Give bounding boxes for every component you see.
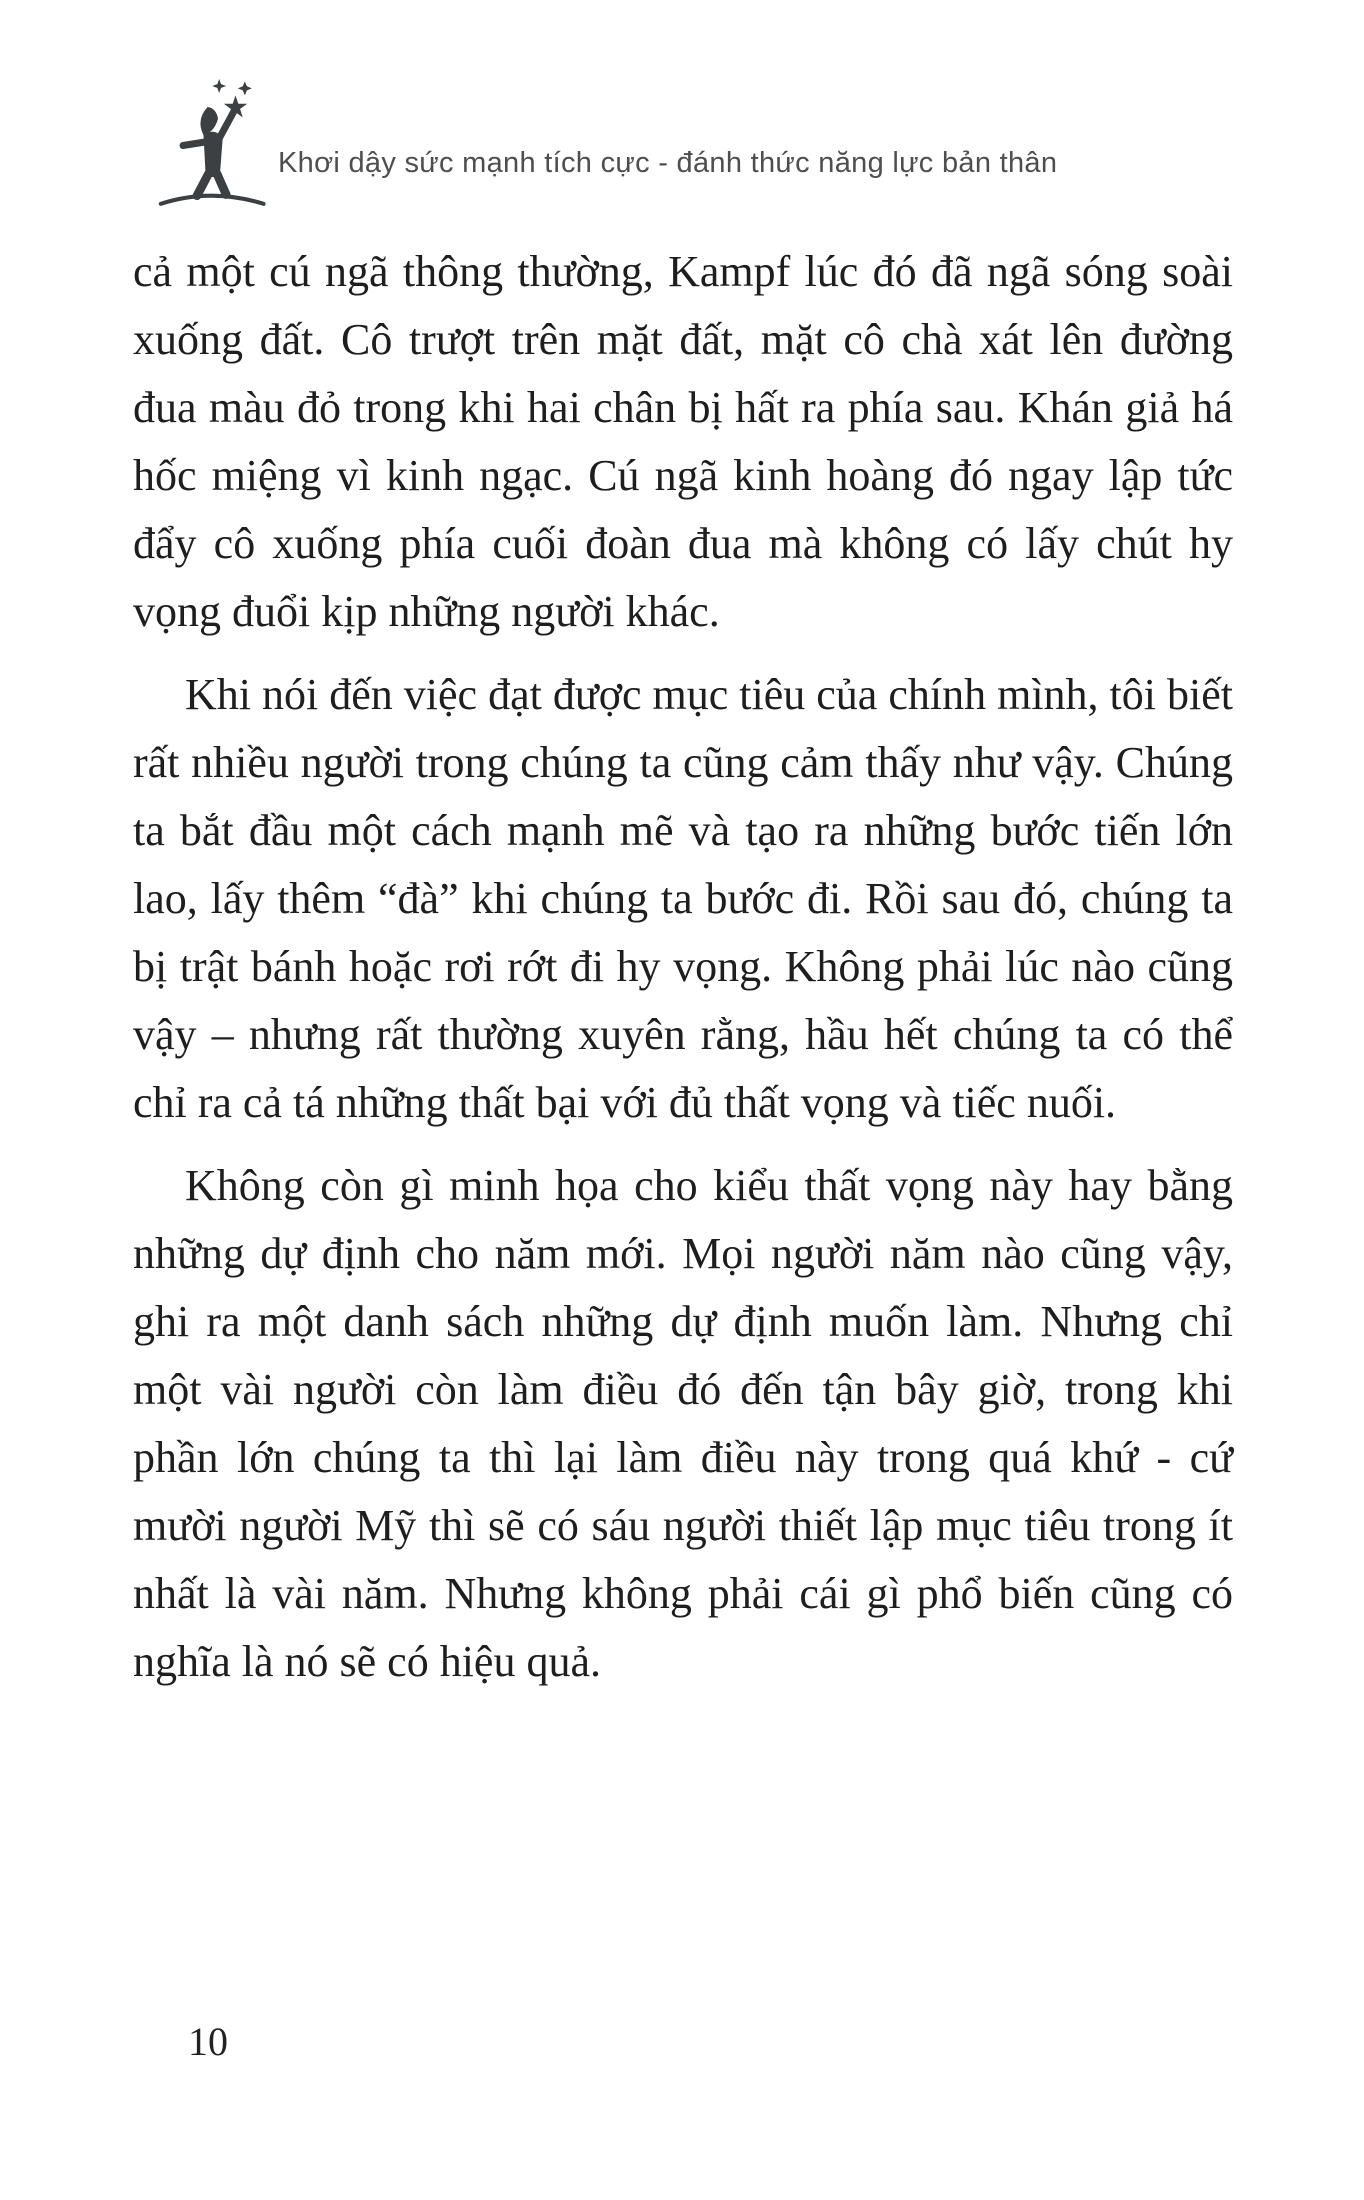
paragraph-3: Không còn gì minh họa cho kiểu thất vọng này hay bằng những dự định cho năm mới. Mọi người năm nào cũng vậy, ghi ra một danh sách những dự định muốn làm. Nhưng chỉ một vài người còn làm điều đó đến tận bây giờ, trong khi phần lớn chúng ta thì lại làm điều này trong quá khứ - cứ mười người Mỹ thì sẽ có sáu người thiết lập mục tiêu trong ít nhất là vài năm. Nhưng không phải cái gì phổ biến cũng có nghĩa là nó sẽ có hiệu quả. <box>133 1161 1233 1686</box>
page-number: 10 <box>188 2019 228 2064</box>
publisher-logo <box>148 72 274 212</box>
running-head-title: Khơi dậy sức mạnh tích cực - đánh thức năng lực bản thân <box>278 147 1058 179</box>
person-reaching-star-icon <box>148 72 274 212</box>
page-body-text <box>133 238 1233 1696</box>
paragraph-2: Khi nói đến việc đạt được mục tiêu của chính mình, tôi biết rất nhiều người trong chúng ta cũng cảm thấy như vậy. Chúng ta bắt đầu một cách mạnh mẽ và tạo ra những bước tiến lớn lao, lấy thêm “đà” khi chúng ta bước đi. Rồi sau đó, chúng ta bị trật bánh hoặc rơi rớt đi hy vọng. Không phải lúc nào cũng vậy – nhưng rất thường xuyên rằng, hầu hết chúng ta có thể chỉ ra cả tá những thất bại với đủ thất vọng và tiếc nuối. <box>133 670 1233 1127</box>
paragraph-1: cả một cú ngã thông thường, Kampf lúc đó đã ngã sóng soài xuống đất. Cô trượt trên mặt đất, mặt cô chà xát lên đường đua màu đỏ trong khi hai chân bị hất ra phía sau. Khán giả há hốc miệng vì kinh ngạc. Cú ngã kinh hoàng đó ngay lập tức đẩy cô xuống phía cuối đoàn đua mà không có lấy chút hy vọng đuổi kịp những người khác. <box>133 247 1233 636</box>
